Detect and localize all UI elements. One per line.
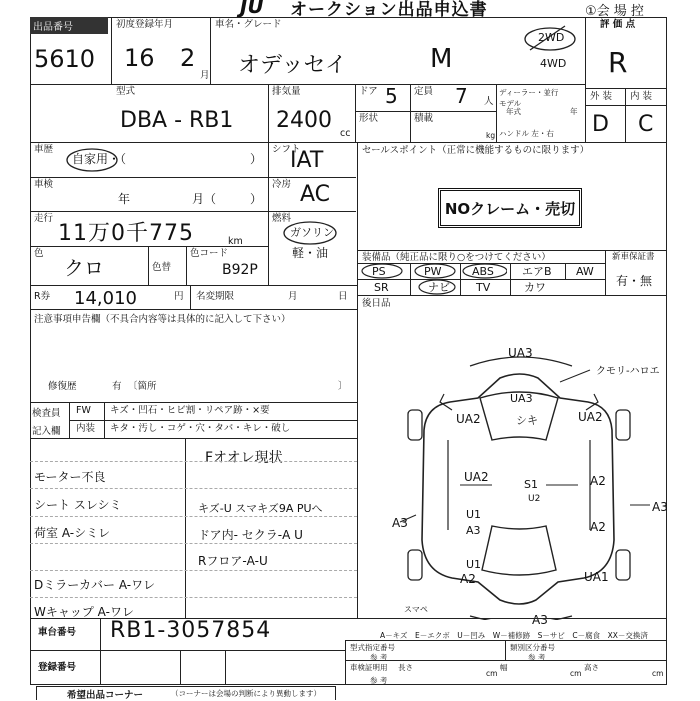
form-title: オークション出品申込書 — [290, 0, 488, 20]
fuel-diesel: 軽・油 — [292, 246, 329, 260]
divider — [410, 84, 411, 142]
dmg-label-13: A3 — [466, 524, 481, 537]
dmg-label-7: S1 — [524, 478, 538, 491]
logo: JU — [240, 0, 264, 18]
divider — [345, 640, 667, 641]
car-name-label: 車名・グレード — [215, 19, 282, 30]
model-year-label-1: モデル — [499, 99, 522, 108]
divider — [185, 438, 186, 618]
dmg-label-11: A3 — [392, 516, 408, 530]
drive-4wd: 4WD — [540, 57, 567, 70]
repair-label: 修復歴 — [48, 381, 77, 392]
divider — [30, 177, 356, 178]
legend-text: A－キズ E－エクボ U－凹み W－補修跡 S－サビ C－腐食 XX－交換済 — [380, 631, 648, 640]
divider — [30, 285, 357, 286]
divider — [30, 211, 356, 212]
divider — [30, 461, 357, 462]
equip-tv: TV — [476, 281, 491, 294]
cert-height: 高さ — [584, 663, 599, 672]
car-name-value: オデッセイ — [238, 53, 347, 78]
displacement-label: 排気量 — [272, 86, 301, 97]
dmg-label-15: U1 — [466, 558, 482, 571]
inspector-label-2: 記入欄 — [32, 426, 61, 437]
note-8: Dミラーカバー A-ワレ — [34, 578, 156, 592]
warranty-value: 有・無 — [616, 274, 653, 288]
class-no-label: 類別区分番号 — [510, 643, 555, 652]
damage-diagram — [360, 340, 666, 620]
interior-label: 内 装 — [630, 91, 653, 102]
inspection-month: 月（ — [192, 192, 217, 206]
inspector-label-box — [30, 402, 70, 438]
divider — [268, 84, 269, 142]
color-change-label: 色替 — [152, 262, 172, 273]
recycle-label: R券 — [34, 291, 51, 302]
dmg-label-3: シキ — [516, 414, 538, 427]
divider — [496, 84, 497, 142]
interior-value: C — [638, 112, 654, 137]
shift-label: シフト — [272, 144, 301, 155]
usage-close: ） — [250, 152, 263, 166]
recycle-unit: 円 — [174, 291, 184, 302]
divider — [148, 246, 149, 285]
divider — [625, 88, 626, 143]
cert-height-unit: cm — [652, 669, 664, 678]
note-2: モーター不良 — [34, 470, 106, 484]
model-label: 型式 — [116, 86, 136, 97]
doors-label: ドア — [359, 86, 378, 97]
dmg-label-10: A3 — [652, 500, 668, 514]
interior-check-items: キタ・汚し・コゲ・穴・タバ・キレ・破し — [110, 423, 291, 434]
note-6: ドア内- セクラ-A U — [198, 528, 303, 542]
registration-label: 登録番号 — [38, 662, 77, 673]
inspector-label-1: 検査員 — [32, 408, 61, 419]
note-9: Wキャップ A-ワレ — [34, 605, 134, 619]
lot-cell — [30, 17, 112, 84]
divider — [100, 618, 101, 685]
inspection-label: 車検 — [34, 179, 54, 190]
divider — [268, 142, 269, 285]
cert-length: 長さ — [398, 663, 413, 672]
dmg-label-1: UA3 — [508, 346, 533, 360]
divider — [30, 438, 357, 439]
displacement-value: 2400 — [276, 108, 332, 133]
inspection-year: 年 — [118, 192, 131, 206]
equipment-label: 装備品（純正品に限り○をつけてください） — [362, 252, 551, 263]
repair-close: 〕 — [338, 381, 348, 392]
color-code-label: 色コード — [190, 248, 229, 259]
divider — [30, 402, 357, 403]
lot-number: 5610 — [34, 45, 96, 73]
divider — [345, 640, 346, 685]
class-no-ref: 参 考 — [528, 653, 546, 662]
dmg-label-14: A2 — [590, 520, 606, 534]
mileage-unit: km — [228, 236, 243, 247]
equip-airbag: エアB — [522, 265, 552, 278]
first-reg-unit: 月 — [200, 70, 210, 81]
color-value: クロ — [64, 256, 104, 280]
divider — [30, 142, 667, 143]
dmg-label-9: A2 — [590, 474, 606, 488]
model-year-unit: 年 — [570, 107, 578, 116]
note-4: キズ-U スマキズ9A PUへ — [198, 502, 323, 515]
displacement-unit: cc — [340, 128, 351, 139]
shape-label: 形状 — [359, 113, 379, 124]
capacity-unit: 人 — [484, 96, 494, 107]
model-cert-ref: 参 考 — [370, 653, 388, 662]
sales-stamp — [438, 188, 582, 228]
equip-ps: PS — [372, 265, 386, 278]
dmg-label-5: UA2 — [578, 410, 603, 424]
divider — [357, 250, 667, 251]
diagram-top-note: クモリ-ハロエ — [596, 366, 660, 377]
chassis-label: 車台番号 — [38, 627, 77, 638]
dmg-label-12: U1 — [466, 508, 482, 521]
note-1: Fオオレ現状 — [205, 450, 283, 466]
equip-navi: ナビ — [428, 281, 450, 294]
exterior-label: 外 装 — [590, 91, 613, 102]
rating-value: R — [608, 46, 628, 79]
note-5: 荷室 A-シミレ — [34, 526, 111, 540]
equip-sr: SR — [374, 281, 389, 294]
repair-value: 有 — [112, 381, 122, 392]
aircon-value: AC — [300, 182, 331, 207]
divider — [585, 88, 667, 89]
cert-width: 幅 — [500, 663, 508, 672]
rating-label: 評 価 点 — [600, 19, 636, 30]
divider — [510, 263, 511, 295]
header — [0, 0, 700, 18]
divider — [30, 543, 357, 544]
aircon-label: 冷房 — [272, 179, 292, 190]
copy-label: ①会 場 控 — [585, 4, 644, 19]
divider — [30, 246, 268, 247]
footer — [36, 686, 336, 700]
aftermarket-label: 後日品 — [362, 298, 391, 309]
cert-dims-label: 車検証明用 — [350, 663, 388, 672]
grade-value: M — [430, 44, 453, 74]
footer-title: 希望出品コーナー — [67, 690, 144, 701]
divider — [186, 246, 187, 285]
dmg-label-6: UA2 — [464, 470, 489, 484]
note-3: シート スレシミ — [34, 498, 122, 512]
equip-abs: ABS — [472, 265, 494, 278]
dmg-label-16: A2 — [460, 572, 476, 586]
fuel-label: 燃料 — [272, 213, 292, 224]
fw-label: FW — [76, 405, 91, 416]
dealer-label: ディーラー・並行 — [499, 88, 559, 97]
cert-length-unit: cm — [486, 669, 498, 678]
notes-label: 注意事項申告欄（不具合内容等は具体的に記入して下さい） — [34, 314, 291, 325]
doors-value: 5 — [385, 84, 398, 108]
divider — [30, 84, 585, 85]
divider — [585, 105, 667, 106]
drive-2wd: 2WD — [538, 31, 565, 44]
fw-items: キズ・凹石・ヒビ割・リペア跡・×要 — [110, 405, 270, 416]
first-reg-month: 2 — [180, 44, 196, 72]
divider — [357, 142, 358, 618]
divider — [565, 263, 566, 279]
footer-note: （コーナーは会場の判断により異動します） — [171, 689, 321, 698]
divider — [30, 650, 345, 651]
divider — [210, 17, 211, 84]
exterior-value: D — [592, 112, 609, 137]
diagram-caption: スマペ — [404, 605, 428, 614]
divider — [345, 660, 667, 661]
color-code-value: B92P — [222, 262, 258, 278]
dmg-label-8: U2 — [528, 494, 541, 504]
divider — [585, 17, 586, 143]
handle-label: ハンドル 左・右 — [499, 129, 554, 138]
note-7: Rフロア-A-U — [198, 554, 268, 568]
load-label: 積載 — [414, 113, 434, 124]
sales-point-label: セールスポイント（正常に機能するものに限ります） — [362, 145, 590, 156]
reg-limit-month: 月 — [288, 291, 298, 302]
reg-limit-day: 日 — [338, 291, 348, 302]
first-reg-label: 初度登録年月 — [116, 19, 174, 30]
mileage-value: 11万0千775 — [58, 221, 194, 246]
capacity-value: 7 — [455, 84, 468, 108]
divider — [605, 250, 606, 295]
lot-label: 出品番号 — [30, 17, 108, 34]
first-reg-year: 16 — [124, 44, 155, 72]
sales-stamp-text: NOクレーム・売切 — [444, 199, 576, 218]
divider — [30, 516, 357, 517]
divider — [505, 640, 506, 660]
divider — [30, 570, 357, 571]
repair-place: 〔箇所 — [128, 381, 157, 392]
recycle-value: 14,010 — [74, 288, 137, 309]
shift-value: IAT — [290, 148, 324, 173]
equip-pw: PW — [424, 265, 442, 278]
usage-value: 自家用・（ — [72, 152, 127, 166]
divider — [30, 597, 357, 598]
divider — [355, 111, 496, 112]
divider — [70, 420, 357, 421]
cert-ref: 参 考 — [370, 676, 388, 685]
chassis-value: RB1-3057854 — [110, 618, 272, 643]
divider — [30, 309, 357, 310]
interior-check-label: 内装 — [76, 423, 96, 434]
inspection-close: ） — [250, 192, 263, 206]
divider — [30, 488, 357, 489]
fuel-gasoline: ガソリン — [290, 226, 334, 239]
divider — [180, 650, 181, 685]
reg-limit-label: 名変期限 — [196, 291, 235, 302]
dmg-label-4: UA2 — [456, 412, 481, 426]
color-label: 色 — [34, 248, 44, 259]
divider — [355, 84, 356, 142]
model-cert-label: 型式指定番号 — [350, 643, 395, 652]
cert-width-unit: cm — [570, 669, 582, 678]
capacity-label: 定員 — [414, 86, 434, 97]
divider — [225, 650, 226, 685]
warranty-label: 新車保証書 — [612, 252, 655, 262]
mileage-label: 走行 — [34, 213, 54, 224]
equip-leather: カワ — [524, 281, 546, 294]
divider — [190, 285, 191, 309]
load-unit: kg — [486, 131, 496, 140]
model-year-label-2: 年式 — [506, 107, 521, 116]
usage-label: 車歴 — [34, 144, 54, 155]
dmg-label-17: UA1 — [584, 570, 609, 584]
model-value: DBA - RB1 — [120, 108, 234, 133]
dmg-label-18: A3 — [532, 613, 548, 627]
dmg-label-2: UA3 — [510, 392, 533, 405]
equip-aw: AW — [576, 265, 594, 278]
